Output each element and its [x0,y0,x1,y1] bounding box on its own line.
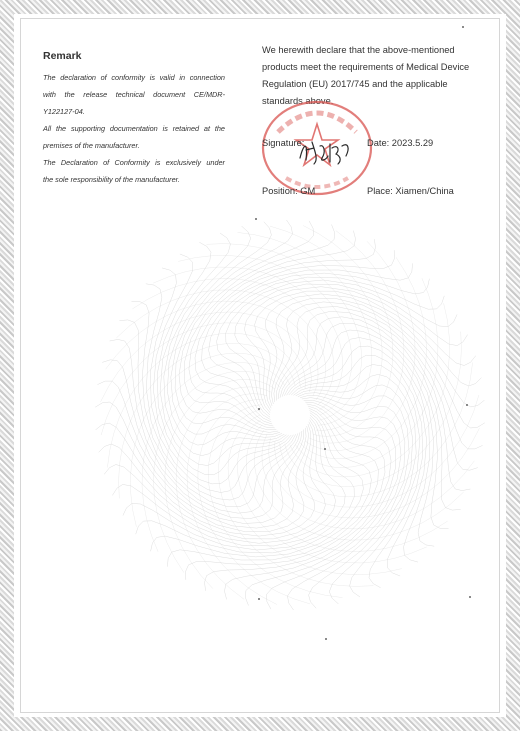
rosette-curve [269,428,480,518]
rosette-curve [104,420,335,544]
declaration-line: Regulation (EU) 2017/745 and the applicable [262,79,448,89]
rosette-curve [146,284,296,500]
rosette-curve [142,362,285,551]
rosette-curve [225,402,396,599]
rosette-curve [275,395,479,507]
rosette-curve [151,410,372,557]
rosette-curve [178,256,352,416]
rosette-curve [309,231,404,444]
guilloche-rosette-watermark [80,205,500,625]
rosette-curve [245,400,401,605]
rosette-curve [228,415,402,575]
rosette-curve [284,330,434,546]
rosette-curve [119,320,300,513]
declaration-line: products meet the requirements of Medical Device [262,62,470,72]
rosette-curve [97,381,306,528]
rosette-curve [110,339,302,518]
date-field: Date: 2023.5.29 [367,138,434,148]
rosette-curve [116,290,325,400]
rosette-curve [282,323,448,528]
rosette-curve [287,338,430,563]
rosette-curve [208,405,342,598]
rosette-curve [305,241,415,450]
rosette-curve [107,333,300,467]
remark-line: premises of the manufacturer. [43,141,140,150]
rosette-curve [291,355,423,588]
rosette-curve [112,417,345,546]
rosette-curve [303,226,393,437]
rosette-curve [300,257,426,458]
scan-speck [325,638,327,640]
remark-line: with the release technical document CE/MDR- [43,90,225,99]
rosette-curve [288,395,410,610]
rosette-curve [226,280,457,415]
rosette-curve [205,404,392,591]
rosette-curve [176,387,271,600]
rosette-curve [246,425,447,551]
scan-speck [324,448,326,450]
rosette-curve [164,226,284,456]
rosette-curve [195,250,394,424]
company-seal-stamp [258,98,376,198]
rosette-curve [136,413,364,553]
rosette-curve [262,434,475,529]
declaration-line: standards above. [262,96,334,106]
rosette-curve [157,242,289,474]
rosette-curve [285,332,462,487]
rosette-curve [99,422,326,539]
rosette-curve [218,410,373,587]
remark-title: Remark [43,50,82,62]
remark-line: the sole responsibility of the manufacturer. [43,175,180,184]
rosette-curve [207,244,362,421]
rosette-curve [289,346,427,576]
rosette-curve [254,430,463,540]
rosette-curve [189,239,376,426]
rosette-curve [123,415,354,550]
rosette-curve [165,379,275,588]
rosette-curve [102,360,304,524]
rosette-curve [187,394,277,605]
rosette-curve [295,278,438,467]
signature-label: Signature: [262,138,305,148]
scan-speck [469,596,471,598]
remark-line: Y122127-04. [43,107,85,116]
rosette-curve [290,303,450,477]
rosette-curve [209,273,430,420]
rosette-curve [171,220,293,435]
rosette-curve [186,406,385,580]
rosette-curve [272,298,485,428]
remark-line: The Declaration of Conformity is exclusively under [43,158,225,167]
rosette-curve [274,302,483,449]
rosette-curve [238,232,372,425]
remark-section [43,50,225,188]
rosette-curve [270,226,382,430]
rosette-curve [198,400,310,604]
scan-speck [462,26,464,28]
rosette-curve [179,225,335,430]
rosette-curve [153,267,342,410]
rosette-curve [296,374,417,604]
remark-line: The declaration of conformity is valid in connection [43,73,225,82]
declaration-section [262,42,470,110]
rosette-curve [267,398,405,609]
rosette-curve [280,317,461,510]
rosette-curve [202,263,413,421]
rosette-curve [255,291,482,408]
rosette-curve [101,312,312,402]
scan-speck [258,598,260,600]
rosette-curve [160,233,286,466]
rosette-curve [237,420,426,563]
rosette-curve [154,371,280,572]
rosette-curve [276,307,478,471]
rosette-curve [280,363,473,497]
rosette-curve [175,221,313,433]
scan-speck [466,404,468,406]
handwritten-signature [296,138,354,166]
rosette-curve [150,268,293,493]
rosette-curve [132,279,333,405]
declaration-line: We herewith declare that the above-mentioned [262,45,455,55]
rosette-curve [278,311,470,490]
rosette-curve [95,402,308,532]
rosette-curve [167,408,378,566]
scan-speck [258,408,260,410]
position-field: Position: GM [262,186,316,196]
rosette-curve [265,294,484,407]
remark-line: All the supporting documentation is retained at the [43,124,225,133]
rosette-curve [298,385,413,608]
rosette-curve [96,423,315,536]
rosette-curve [184,231,355,428]
rosette-curve [167,222,282,445]
rosette-curve [244,287,475,411]
rosette-curve [235,284,468,413]
rosette-curve [294,365,420,598]
rosette-curve [131,353,291,527]
rosette-curve [132,301,298,506]
rosette-curve [101,323,305,435]
rosette-curve [119,343,296,498]
rosette-curve [217,277,445,417]
scan-speck [255,218,257,220]
place-field: Place: Xiamen/China [367,186,454,196]
rosette-curve [106,301,319,396]
rosette-curve [153,254,291,484]
